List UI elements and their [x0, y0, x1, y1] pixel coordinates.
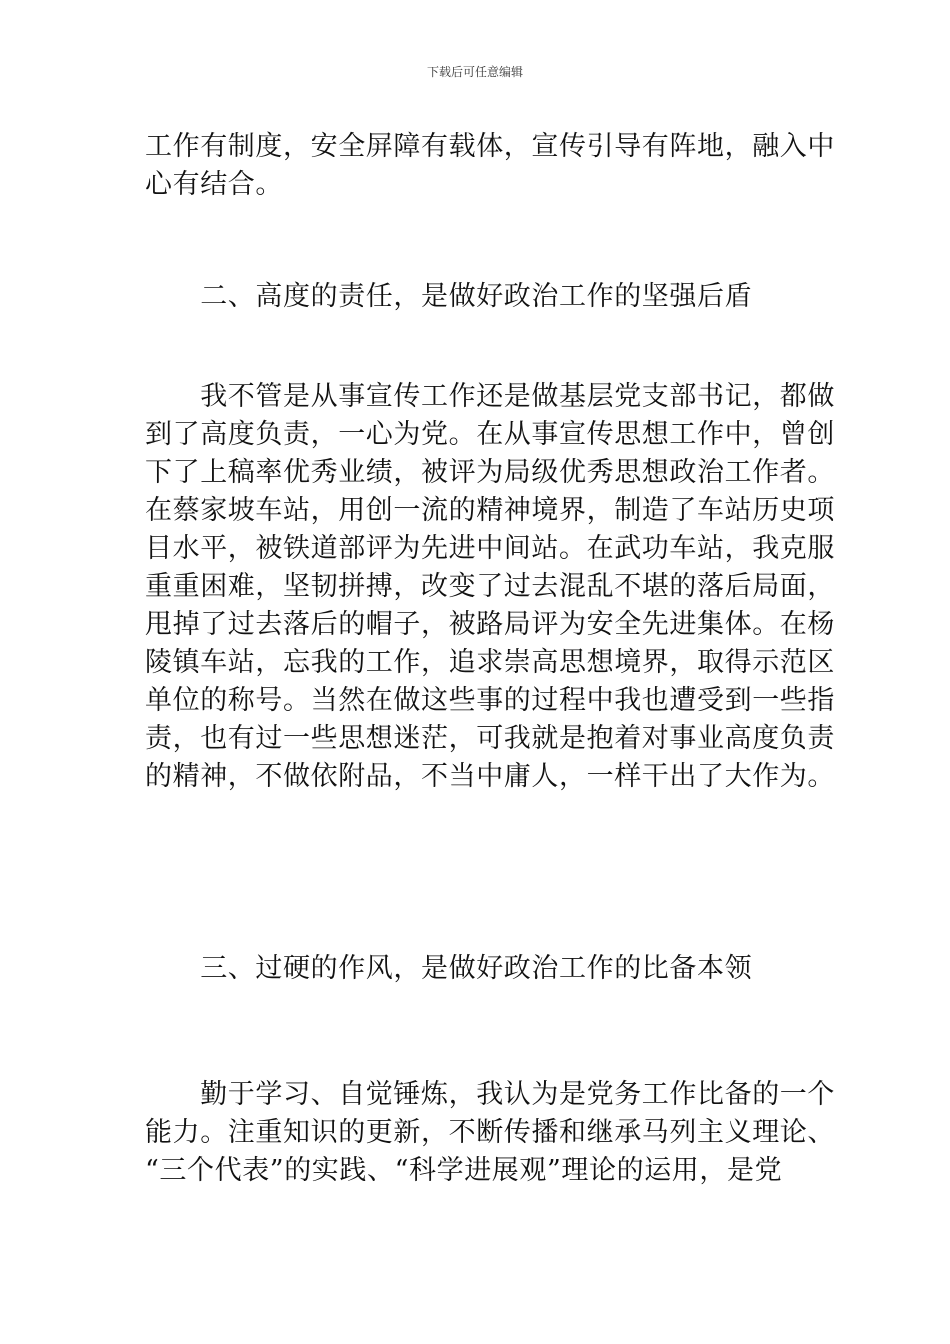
text-line: 心有结合。 — [145, 169, 283, 200]
paragraph-3 — [145, 1076, 835, 1190]
text-line: 的精神，不做依附品，不当中庸人，一样干出了大作为。 — [145, 761, 835, 792]
text-line: 到了高度负责，一心为党。在从事宣传思想工作中，曾创 — [145, 419, 835, 450]
text-line: 在蔡家坡车站，用创一流的精神境界，制造了车站历史项 — [145, 495, 835, 526]
text-line: 目水平，被铁道部评为先进中间站。在武功车站，我克服 — [145, 533, 835, 564]
text-line: 甩掉了过去落后的帽子，被路局评为安全先进集体。在杨 — [145, 609, 835, 640]
text-line: 重重困难，坚韧拼搏，改变了过去混乱不堪的落后局面， — [145, 571, 835, 602]
section-heading-2 — [145, 278, 809, 316]
text-line: 能力。注重知识的更新，不断传播和继承马列主义理论、 — [145, 1117, 835, 1148]
page-header-note: 下载后可任意编辑 — [426, 65, 523, 79]
text-line: 单位的称号。当然在做这些事的过程中我也遭受到一些指 — [145, 685, 835, 716]
text-line: 工作有制度，安全屏障有载体，宣传引导有阵地，融入中 — [145, 131, 835, 162]
heading-text: 三、过硬的作风，是做好政治工作的比备本领 — [145, 953, 753, 984]
text-line: 下了上稿率优秀业绩，被评为局级优秀思想政治工作者。 — [145, 457, 835, 488]
heading-text: 二、高度的责任，是做好政治工作的坚强后盾 — [145, 281, 753, 312]
text-line: 责，也有过一些思想迷茫，可我就是抱着对事业高度负责 — [145, 723, 835, 754]
paragraph-2 — [145, 378, 835, 796]
text-line: 勤于学习、自觉锤炼，我认为是党务工作比备的一个 — [145, 1079, 835, 1110]
section-heading-3 — [145, 950, 809, 988]
text-line: 我不管是从事宣传工作还是做基层党支部书记，都做 — [145, 381, 835, 412]
paragraph-continued — [145, 128, 835, 204]
text-line: “三个代表”的实践、“科学进展观”理论的运用，是党 — [145, 1155, 783, 1186]
text-line: 陵镇车站，忘我的工作，追求崇高思想境界，取得示范区 — [145, 647, 835, 678]
